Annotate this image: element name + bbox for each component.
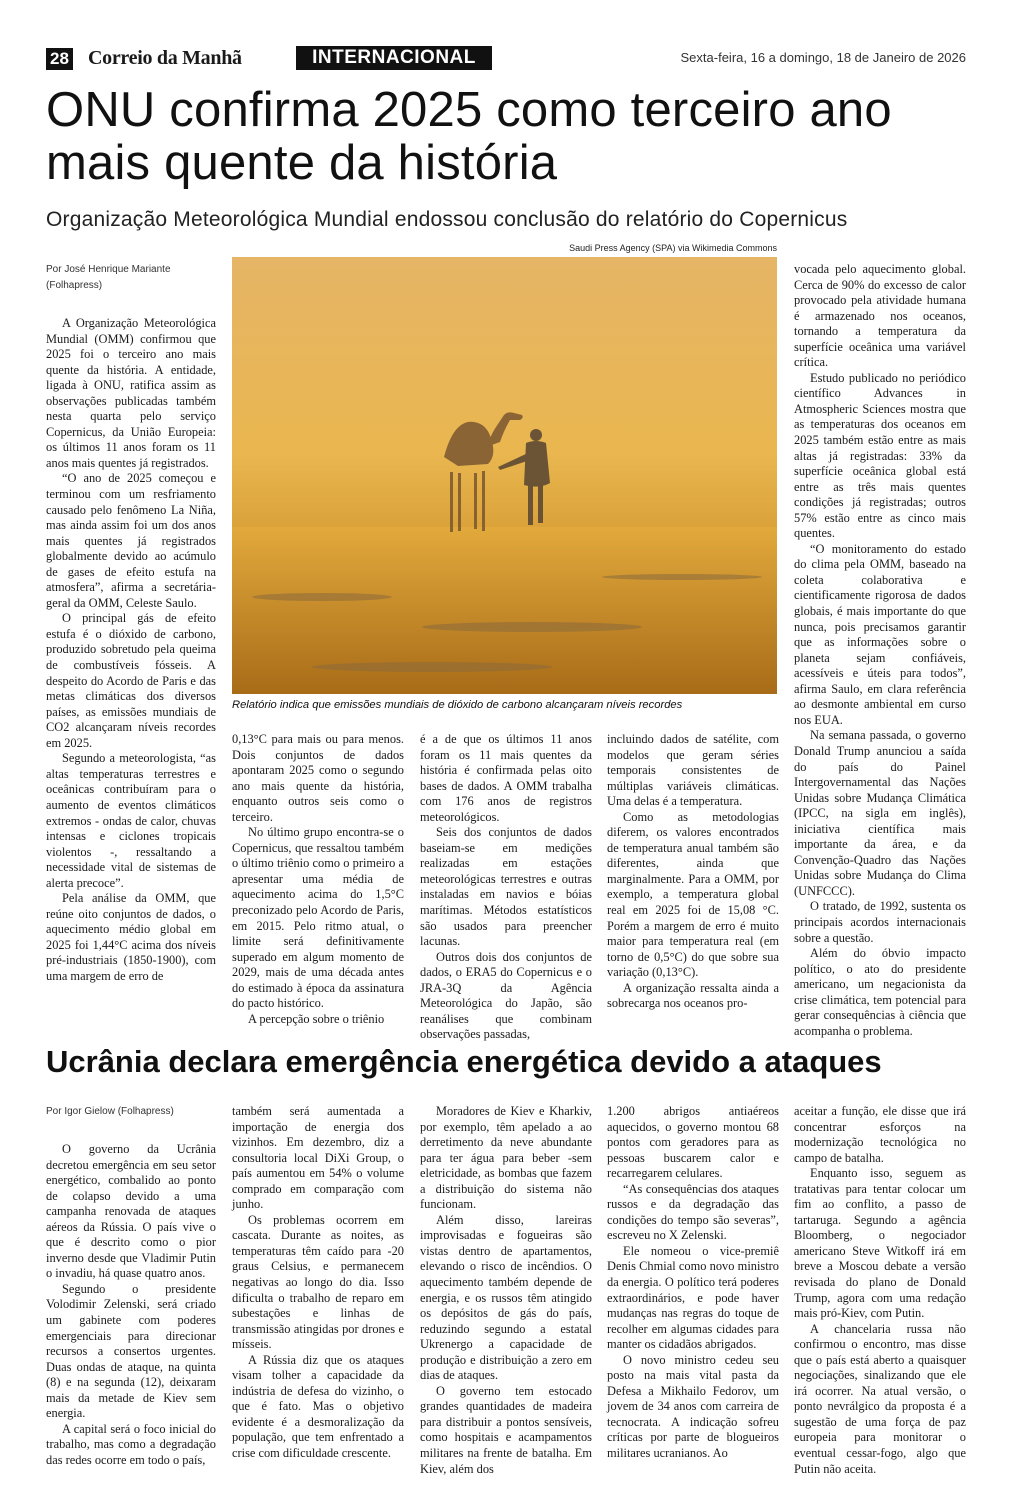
paragraph: O tratado, de 1992, sustenta os principais acordos internacionais sobre a questão. (794, 899, 966, 945)
paragraph: Além do óbvio impacto político, o ato do presidente americano, um negacionista da crise climática, tem potencial para gerar consequências à ciência que acompanha o problema. (794, 946, 966, 1038)
paragraph: A organização ressalta ainda a sobrecarga nos oceanos pro- (607, 980, 779, 1011)
paragraph: A Rússia diz que os ataques visam tolher a capacidade da indústria de defesa do vizinho, o que é fato. Mas o objetivo evidente é a desmoralização da população, que tem enfrentado a crise com dificuldade crescente. (232, 1352, 404, 1461)
paragraph: 1.200 abrigos antiaéreos aquecidos, o governo montou 68 pontos com geradores para as pessoas buscarem calor e recarregarem celulares. (607, 1104, 779, 1181)
paragraph: Ele nomeou o vice-premiê Denis Chmial como novo ministro da energia. O político terá poderes extraordinários, e pode haver mudanças nas regras do toque de recolher em algumas cidades para manter os cidadãos abrigados. (607, 1243, 779, 1352)
article2-byline: Por Igor Gielow (Folhapress) (46, 1106, 174, 1117)
paragraph: Segundo o presidente Volodimir Zelenski, será criado um gabinete com poderes emergenciais para direcionar recursos a consertos urgentes. Duas ondas de ataque, na quinta (8) e na segunda (12), deixaram mais da metade de Kiev sem energia. (46, 1281, 216, 1421)
paragraph: Outros dois dos conjuntos de dados, o ERA5 do Copernicus e o JRA-3Q da Agência Meteorológica do Japão, são reanálises que combinam observações passadas, (420, 949, 592, 1042)
article1-column-2 (232, 732, 404, 1027)
issue-date: Sexta-feira, 16 a domingo, 18 de Janeiro de 2026 (680, 50, 966, 65)
newspaper-name: Correio da Manhã (88, 47, 242, 69)
paragraph: Além disso, lareiras improvisadas e fogueiras são vistas dentro de apartamentos, elevando o risco de incêndios. O aquecimento também depende de energia, e os russos têm atingido os depósitos de gás do país, reduzindo segundo a estatal Ukrenergo a capacidade de produção e distribuição a zero em dias de ataques. (420, 1212, 592, 1383)
paragraph: aceitar a função, ele disse que irá concentrar esforços na modernização tecnológica no campo de batalha. (794, 1104, 966, 1165)
paragraph: Segundo a meteorologista, “as altas temperaturas terrestres e oceânicas contribuíram para o aumento de eventos climáticos extremos - ondas de calor, chuvas intensas e ciclones tropicais violentos -, ressaltando a necessidade vital de sistemas de alerta precoce”. (46, 751, 216, 890)
page-number: 28 (46, 48, 73, 70)
article1-column-5 (794, 262, 966, 1039)
paragraph: Enquanto isso, seguem as tratativas para tentar colocar um fim ao conflito, a passo de tartaruga. Segundo a agência Bloomberg, o negociador americano Steve Witkoff irá em breve a Moscou debate a versão revisada do plano de Donald Trump, agora com uma redação mais pró-Kiev, com Putin. (794, 1166, 966, 1321)
paragraph: 0,13°C para mais ou para menos. Dois conjuntos de dados apontaram 2025 como o segundo ano mais quente da história, enquanto outros seis como o terceiro. (232, 732, 404, 824)
article2-column-5 (794, 1104, 966, 1477)
section-label: INTERNACIONAL (296, 46, 492, 70)
article2-column-3 (420, 1104, 592, 1477)
paragraph: A chancelaria russa não confirmou o encontro, mas disse que o país está aberto a quaisquer negociações, sinalizando que ele irá ocorrer. Na atual versão, o ponto nevrálgico da proposta é a sugestão de uma força de paz europeia para monitorar o eventual cessar-fogo, algo que Putin não aceita. (794, 1321, 966, 1476)
paragraph: Como as metodologias diferem, os valores encontrados de temperatura anual também são diferentes, ainda que marginalmente. Para a OMM, por exemplo, a temperatura global real em 2025 foi de 15,08 °C. Porém a margem de erro é muito maior para temperatura real (em torno de 0,5°C) do que sobre sua variação (0,13°C). (607, 809, 779, 980)
article2-headline: Ucrânia declara emergência energética devido a ataques (46, 1044, 882, 1079)
paragraph: O governo tem estocado grandes quantidades de madeira para distribuir a pontos sensíveis, como hospitais e acampamentos militares na frente de batalha. Em Kiev, além dos (420, 1383, 592, 1476)
paragraph: A Organização Meteorológica Mundial (OMM) confirmou que 2025 foi o terceiro ano mais quente da história. A entidade, ligada à ONU, ratifica assim as observações publicadas também nesta quarta pelo serviço Copernicus, da União Europeia: os últimos 11 anos foram os 11 anos mais quentes já registrados. (46, 316, 216, 470)
paragraph: O principal gás de efeito estufa é o dióxido de carbono, produzido sobretudo pela queima de combustíveis fósseis. A despeito do Acordo de Paris e das metas climáticas dos diversos países, as emissões mundiais de CO2 alcançaram níveis recordes em 2025. (46, 611, 216, 750)
paragraph: A percepção sobre o triênio (248, 1011, 385, 1026)
article1-headline: ONU confirma 2025 como terceiro ano mais quente da história (46, 83, 892, 190)
photo-credit: Saudi Press Agency (SPA) via Wikimedia Commons (569, 243, 777, 253)
article1-column-4 (607, 732, 779, 1012)
paragraph: “As consequências dos ataques russos e da degradação das condições do tempo são severas”, escreveu no X Zelenski. (607, 1181, 779, 1243)
paragraph: Moradores de Kiev e Kharkiv, por exemplo, têm apelado a ao derretimento da neve abundante para ter água para beber -sem eletricidade, as bombas que fazem a distribuição do sistema não funcionam. (420, 1104, 592, 1212)
paragraph: Seis dos conjuntos de dados baseiam-se em medições realizadas em estações meteorológicas terrestres e outras instaladas em navios e bóias marítimas. Métodos estatísticos são usados para preencher lacunas. (420, 825, 592, 949)
camel-desert-image (232, 257, 777, 694)
paragraph: Os problemas ocorrem em cascata. Durante as noites, as temperaturas têm caído para -20 graus Celsius, e permanecem negativas ao longo do dia. Isso dificulta o trabalho de reparo em subestações e linhas de transmissão atingidas por drones e mísseis. (232, 1212, 404, 1352)
paragraph: O novo ministro cedeu seu posto na mais vital pasta da Defesa a Mikhailo Fedorov, um jovem de 34 anos com carreira de tecnocrata. A indicação sofreu críticas por parte de blogueiros militares ucranianos. Ao (607, 1352, 779, 1461)
paragraph: A capital será o foco inicial do trabalho, mas como a degradação das redes ocorre em todo o país, (46, 1421, 216, 1467)
page-header (46, 46, 966, 72)
article1-subheadline: Organização Meteorológica Mundial endossou conclusão do relatório do Copernicus (46, 208, 848, 231)
article1-column-1 (46, 262, 216, 985)
paragraph: vocada pelo aquecimento global. Cerca de 90% do excesso de calor provocado pela atividade humana é armazenado nos oceanos, tornando a temperatura da superfície oceânica uma variável crítica. (794, 262, 966, 370)
paragraph: “O ano de 2025 começou e terminou com um resfriamento causado pelo fenômeno La Niña, mas ainda assim foi um dos anos mais quentes já registrados globalmente devido ao acúmulo de gases de efeito estufa na atmosfera”, afirma a secretária-geral da OMM, Celeste Saulo. (46, 471, 216, 610)
article2-column-2 (232, 1104, 404, 1462)
paragraph: incluindo dados de satélite, com modelos que geram séries temporais consistentes de múltiplas variáveis climáticas. Uma delas é a temperatura. (607, 732, 779, 809)
article1-photo (232, 257, 777, 694)
paragraph: Na semana passada, o governo Donald Trump anunciou a saída do país do Painel Intergovernamental das Nações Unidas sobre Mudança Climática (IPCC, na sigla em inglês), iniciativa científica mais importante da área, e da Convenção-Quadro das Nações Unidas sobre Mudança do Clima (UNFCCC). (794, 728, 966, 898)
photo-caption: Relatório indica que emissões mundiais de dióxido de carbono alcançaram níveis recordes (232, 699, 683, 711)
paragraph: Pela análise da OMM, que reúne oito conjuntos de dados, o aquecimento médio global em 2025 foi 1,44°C acima dos níveis pré-industriais (1850-1900), com uma margem de erro de (46, 891, 216, 983)
paragraph: também será aumentada a importação de energia dos vizinhos. Em dezembro, diz a consultoria local DiXi Group, o país aumentou em 54% o volume comprado em comparação com junho. (232, 1104, 404, 1212)
article2-column-1 (46, 1104, 216, 1468)
paragraph: é a de que os últimos 11 anos foram os 11 mais quentes da história é confirmada pelas oito bases de dados. A OMM trabalha com 176 anos de registros meteorológicos. (420, 732, 592, 824)
article1-column-3 (420, 732, 592, 1043)
article2-column-4 (607, 1104, 779, 1462)
paragraph: Estudo publicado no periódico científico Advances in Atmospheric Sciences mostra que as temperaturas dos oceanos em 2025 também estão entre as mais altas já registradas: 33% da superfície oceânica global está entre as três mais quentes condições já registradas; outros 57% estão entre as cinco mais quentes. (794, 370, 966, 541)
paragraph: “O monitoramento do estado do clima pela OMM, baseado na coleta colaborativa e cientificamente rigorosa de dados globais, é mais importante do que nunca, pois precisamos garantir que as informações sobre o planeta sejam confiáveis, acessíveis e úteis para todos”, afirma Saulo, em clara referência ao desmonte ambiental em curso nos EUA. (794, 541, 966, 727)
paragraph: O governo da Ucrânia decretou emergência em seu setor energético, combalido ao ponto de colapso devido a uma campanha renovada de ataques aéreos da Rússia. O país vive o que é descrito como o pior inverno desde que Vladimir Putin o invadiu, há quase quatro anos. (46, 1142, 216, 1281)
paragraph: No último grupo encontra-se o Copernicus, que ressaltou também o último triênio como o primeiro a apresentar uma média de aquecimento acima do 1,5°C preconizado pelo Acordo de Paris, em 2015. Pelo ritmo atual, o limite será definitivamente superado em algum momento de 2029, mais de uma década antes do estimado à época da assinatura do pacto histórico. (232, 825, 404, 1011)
article1-byline: Por José Henrique Mariante (Folhapress) (46, 264, 171, 291)
